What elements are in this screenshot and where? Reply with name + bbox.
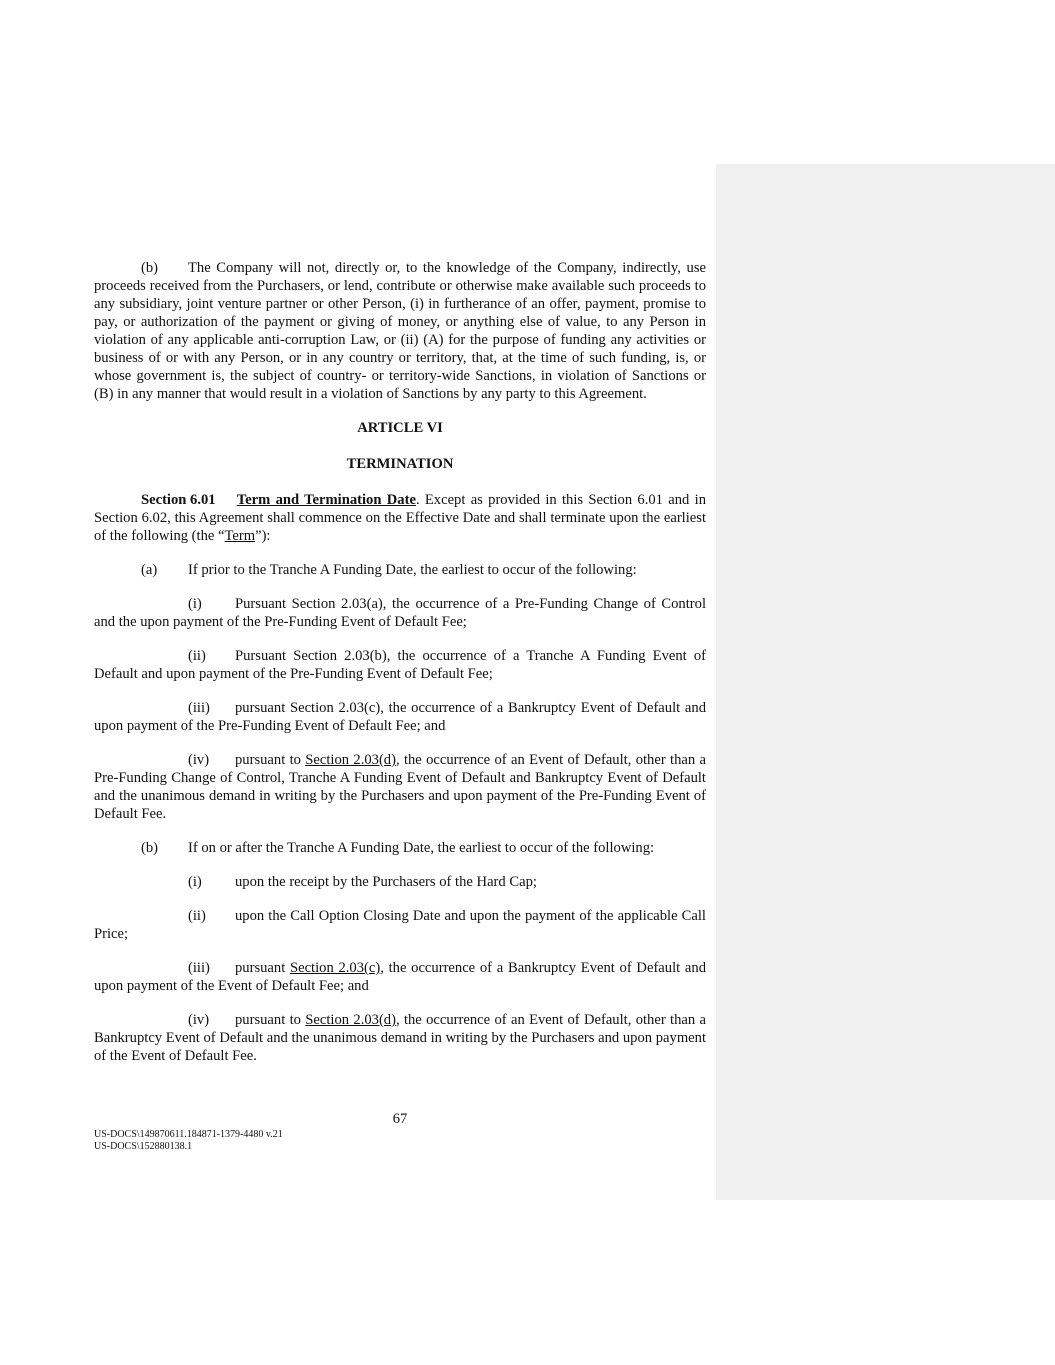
subsection-a-item: (i) Pursuant Section 2.03(a), the occurrence of a Pre-Funding Change of Control and the upon payment of the Pre-Funding Event of Default Fee;: [94, 596, 706, 630]
subsection-b-item: (i) upon the receipt by the Purchasers of the Hard Cap;: [188, 874, 537, 890]
section-6-01: Section 6.01 Term and Termination Date. Except as provided in this Section 6.01 and in Section 6.02, this Agreement shall commence on the Effective Date and shall terminate upon the earliest of the following (the “Term”):: [94, 492, 706, 544]
page-body: [94, 259, 706, 1081]
document-footer: [94, 1129, 283, 1153]
subsection-b-item: (iii) pursuant Section 2.03(c), the occurrence of a Bankruptcy Event of Default and upon payment of the Event of Default Fee; and: [94, 960, 706, 994]
subsection-a-item: (ii) Pursuant Section 2.03(b), the occurrence of a Tranche A Funding Event of Default and upon payment of the Pre-Funding Event of Default Fee;: [94, 648, 706, 682]
article-title: TERMINATION: [346, 456, 454, 472]
subsection-a-item: (iii) pursuant Section 2.03(c), the occurrence of a Bankruptcy Event of Default and upon payment of the Pre-Funding Event of Default Fee; and: [94, 700, 706, 734]
comment-pane: [716, 164, 1055, 1200]
page-number: 67: [392, 1111, 408, 1127]
footer-doc-id: US-DOCS\152880138.1: [94, 1141, 193, 1152]
subsection-b-item: (iv) pursuant to Section 2.03(d), the occurrence of an Event of Default, other than a Bankruptcy Event of Default and the unanimous demand in writing by the Purchasers and upon payment of the Event of Default Fee.: [94, 1012, 706, 1064]
subsection-b: (b) If on or after the Tranche A Funding Date, the earliest to occur of the following:: [141, 840, 655, 856]
subsection-a: (a) If prior to the Tranche A Funding Date, the earliest to occur of the following:: [141, 562, 637, 578]
paragraph-b-sanctions: (b) The Company will not, directly or, to the knowledge of the Company, indirectly, use proceeds received from the Purchasers, or lend, contribute or otherwise make available such proceeds to any subsidiary, joint venture partner or other Person, (i) in furtherance of an offer, payment, promise to pay, or authorization of the payment or giving of money, or anything else of value, to any Person in violation of any applicable anti-corruption Law, or (ii) (A) for the purpose of funding any activities or business of or with any Person, or in any country or territory, that, at the time of such funding, is, or whose government is, the subject of country- or territory-wide Sanctions, in violation of Sanctions or (B) in any manner that would result in a violation of Sanctions by any party to this Agreement.: [94, 260, 706, 402]
section-reference: Section 2.03(c): [289, 960, 381, 976]
defined-term: Term: [224, 528, 256, 544]
section-reference: Section 2.03(d): [305, 752, 396, 768]
footer-doc-id: US-DOCS\149870611.184871-1379-4480 v.21: [94, 1129, 283, 1140]
section-reference: Section 2.03(d): [305, 1012, 396, 1028]
subsection-b-item: (ii) upon the Call Option Closing Date and upon the payment of the applicable Call Price;: [94, 908, 706, 942]
subsection-a-item: (iv) pursuant to Section 2.03(d), the occurrence of an Event of Default, other than a Pre-Funding Change of Control, Tranche A Funding Event of Default and Bankruptcy Event of Default and the unanimous demand in writing by the Purchasers and upon payment of the Pre-Funding Event of Default Fee.: [94, 752, 706, 822]
section-title: Term and Termination Date: [236, 492, 416, 508]
article-heading: ARTICLE VI: [357, 420, 443, 436]
section-number: Section 6.01: [141, 492, 216, 508]
